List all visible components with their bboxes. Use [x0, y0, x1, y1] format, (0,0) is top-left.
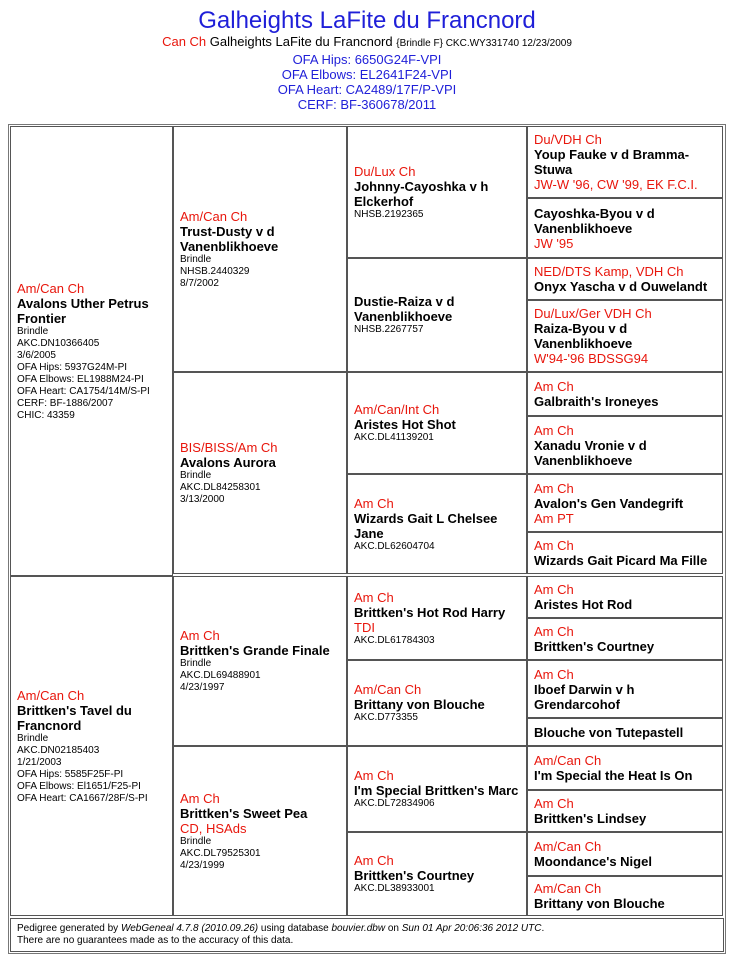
dog-detail: 3/13/2000 [180, 494, 225, 505]
pedigree-cell [10, 576, 173, 916]
health-line: OFA Elbows: EL2641F24-VPI [281, 67, 453, 82]
dog-detail: 4/23/1999 [180, 859, 225, 871]
pedigree-cell [173, 576, 347, 746]
dog-title: Am/Can Ch [534, 839, 602, 854]
pedigree-cell [527, 746, 723, 790]
dog-detail: AKC.DL69488901 [180, 670, 261, 681]
pedigree-cell [347, 832, 527, 916]
dog-title: Am Ch [534, 666, 574, 682]
pedigree-cell [527, 718, 723, 746]
dog-title: Du/VDH Ch [534, 132, 602, 147]
dog-detail: AKC.DL62604704 [354, 540, 435, 552]
dog-title: BIS/BISS/Am Ch [180, 440, 278, 455]
dog-award: TDI [354, 619, 375, 635]
pedigree-cell [347, 126, 527, 258]
subject-detail: {Brindle F} CKC.WY331740 12/23/2009 [396, 38, 572, 49]
dog-title: Du/Lux Ch [354, 163, 416, 179]
footer-database: bouvier.dbw [331, 923, 386, 934]
pedigree-cell [347, 576, 527, 660]
pedigree-cell [347, 474, 527, 574]
dog-name: Johnny-Cayoshka v h Elckerhof [354, 178, 489, 209]
dog-title: Am Ch [534, 538, 574, 553]
dog-title: Am Ch [534, 422, 574, 438]
pedigree-cell [527, 832, 723, 876]
pedigree-cell [527, 416, 723, 474]
dog-name: Moondance's Nigel [534, 854, 652, 869]
dog-award: Am PT [534, 510, 574, 526]
footer-line-1 [17, 923, 717, 935]
dog-award: JW '95 [534, 235, 574, 251]
dog-name: Xanadu Vronie v d Vanenblikhoeve [534, 437, 647, 468]
dog-detail: OFA Elbows: El1651/F25-PI [17, 780, 141, 792]
dog-detail: Brindle [17, 325, 49, 337]
health-line: OFA Hips: 6650G24F-VPI [292, 52, 442, 67]
dog-detail: AKC.DN02185403 [17, 744, 100, 756]
dog-name: Onyx Yascha v d Ouwelandt [534, 279, 708, 294]
dog-detail: Brindle [180, 253, 212, 265]
dog-detail: AKC.DL38933001 [354, 883, 435, 894]
page-title: Galheights LaFite du Francnord [198, 7, 536, 34]
pedigree-cell [10, 126, 173, 576]
dog-name: I'm Special Brittken's Marc [354, 783, 519, 798]
dog-title: Am/Can Ch [534, 753, 602, 768]
dog-name: Cayoshka-Byou v d Vanenblikhoeve [534, 205, 655, 236]
pedigree-cell [173, 126, 347, 372]
dog-title: Am Ch [534, 379, 574, 394]
pedigree-cell [527, 618, 723, 660]
footer-line-2: There are no guarantees made as to the accuracy of this data. [17, 935, 294, 946]
dog-title: Am/Can Ch [534, 881, 602, 896]
dog-name: Avalons Uther Petrus Frontier [17, 295, 149, 326]
dog-detail: CHIC: 43359 [17, 409, 75, 421]
dog-title: Am Ch [354, 853, 394, 868]
dog-detail: OFA Heart: CA1754/14M/S-PI [17, 385, 150, 397]
dog-detail: Brindle [180, 835, 212, 847]
footer-end: . [541, 923, 545, 934]
dog-name: Avalons Aurora [180, 455, 276, 470]
dog-name: Brittken's Grande Finale [180, 643, 330, 658]
dog-name: Aristes Hot Shot [354, 417, 456, 432]
dog-detail: 4/23/1997 [180, 682, 225, 693]
dog-name: Aristes Hot Rod [534, 597, 633, 612]
dog-title: Du/Lux/Ger VDH Ch [534, 306, 652, 321]
pedigree-cell [527, 258, 723, 300]
pedigree-cell [527, 372, 723, 416]
dog-title: Am/Can Ch [17, 687, 85, 703]
pedigree-cell [527, 576, 723, 618]
footer-software: WebGeneal 4.7.8 (2010.09.26) [120, 923, 259, 934]
pedigree-header [0, 0, 734, 112]
dog-detail: NHSB.2440329 [180, 265, 250, 277]
dog-title: Am Ch [534, 624, 574, 639]
health-line: OFA Heart: CA2489/17F/P-VPI [277, 82, 457, 97]
footer-date: Sun 01 Apr 20:06:36 2012 UTC [401, 923, 542, 934]
dog-title: Am Ch [354, 589, 394, 605]
footer-mid1: using database [258, 923, 332, 934]
dog-detail: 1/21/2003 [17, 756, 62, 768]
dog-detail: OFA Heart: CA1667/28F/S-PI [17, 792, 148, 804]
dog-name: Iboef Darwin v h Grendarcohof [534, 681, 635, 712]
dog-name: Brittken's Courtney [354, 868, 475, 883]
dog-name: Avalon's Gen Vandegrift [534, 495, 684, 511]
dog-detail: CERF: BF-1886/2007 [17, 397, 114, 409]
dog-name: Brittken's Lindsey [534, 811, 647, 826]
dog-name: Brittken's Hot Rod Harry [354, 604, 506, 620]
dog-award: CD, HSAds [180, 820, 247, 836]
dog-name: Youp Fauke v d Bramma-Stuwa [534, 147, 690, 177]
dog-detail: AKC.DL61784303 [354, 634, 435, 646]
dog-title: Am Ch [354, 768, 394, 783]
dog-title: Am/Can Ch [354, 682, 422, 697]
dog-name: Brittken's Sweet Pea [180, 805, 308, 821]
dog-detail: AKC.D773355 [354, 712, 418, 723]
subject-title: Can Ch [162, 34, 207, 49]
pedigree-cell [527, 660, 723, 718]
dog-name: Brittany von Blouche [354, 697, 485, 712]
dog-detail: 8/7/2002 [180, 277, 219, 289]
health-line: CERF: BF-360678/2011 [297, 97, 437, 112]
dog-detail: NHSB.2192365 [354, 208, 424, 220]
dog-name: Brittany von Blouche [534, 896, 665, 911]
dog-title: Am Ch [534, 582, 574, 597]
pedigree-cell [173, 372, 347, 574]
pedigree-cell [527, 876, 723, 916]
dog-name: Blouche von Tutepastell [534, 724, 684, 740]
dog-detail: Brindle [180, 470, 212, 481]
dog-detail: AKC.DL41139201 [354, 432, 434, 443]
dog-name: Raiza-Byou v d Vanenblikhoeve [534, 321, 633, 351]
dog-detail: AKC.DL84258301 [180, 482, 261, 493]
dog-title: Am/Can/Int Ch [354, 402, 440, 417]
dog-detail: 3/6/2005 [17, 349, 56, 361]
pedigree-cell [527, 126, 723, 198]
dog-detail: OFA Elbows: EL1988M24-PI [17, 373, 144, 385]
dog-detail: NHSB.2267757 [354, 324, 424, 335]
pedigree-cell [527, 474, 723, 532]
pedigree-cell [527, 532, 723, 574]
dog-detail: OFA Hips: 5585F25F-PI [17, 768, 124, 780]
dog-name: Dustie-Raiza v d Vanenblikhoeve [354, 294, 455, 324]
footer-mid2: on [385, 923, 402, 934]
dog-name: Wizards Gait L Chelsee Jane [354, 510, 498, 541]
dog-name: Wizards Gait Picard Ma Fille [534, 553, 708, 568]
dog-detail: Brindle [180, 658, 212, 669]
subject-line [0, 34, 734, 52]
footer-note [10, 918, 724, 952]
dog-detail: OFA Hips: 5937G24M-PI [17, 361, 128, 373]
pedigree-cell [347, 372, 527, 474]
dog-name: I'm Special the Heat Is On [534, 768, 693, 783]
dog-title: NED/DTS Kamp, VDH Ch [534, 264, 684, 279]
pedigree-cell [347, 258, 527, 372]
pedigree-cell [527, 198, 723, 258]
dog-name: Brittken's Tavel du Francnord [17, 702, 132, 733]
dog-detail: Brindle [17, 732, 49, 744]
dog-detail: AKC.DL79525301 [180, 847, 261, 859]
dog-detail: AKC.DL72834906 [354, 798, 435, 809]
dog-title: Am Ch [534, 480, 574, 496]
dog-name: Trust-Dusty v d Vanenblikhoeve [180, 223, 279, 254]
dog-title: Am Ch [534, 796, 574, 811]
pedigree-cell [173, 746, 347, 916]
dog-name: Brittken's Courtney [534, 639, 655, 654]
subject-name: Galheights LaFite du Francnord [209, 34, 393, 49]
pedigree-cell [527, 790, 723, 832]
dog-title: Am/Can Ch [17, 280, 85, 296]
dog-title: Am/Can Ch [180, 208, 248, 224]
pedigree-cell [347, 660, 527, 746]
dog-title: Am Ch [180, 628, 220, 643]
footer-prefix: Pedigree generated by [17, 923, 121, 934]
dog-title: Am Ch [180, 790, 220, 806]
pedigree-cell [527, 300, 723, 372]
dog-title: Am Ch [354, 495, 394, 511]
pedigree-cell [347, 746, 527, 832]
dog-name: Galbraith's Ironeyes [534, 394, 659, 409]
dog-award: JW-W '96, CW '99, EK F.C.I. [534, 177, 698, 192]
dog-detail: AKC.DN10366405 [17, 337, 100, 349]
dog-award: W'94-'96 BDSSG94 [534, 351, 649, 366]
